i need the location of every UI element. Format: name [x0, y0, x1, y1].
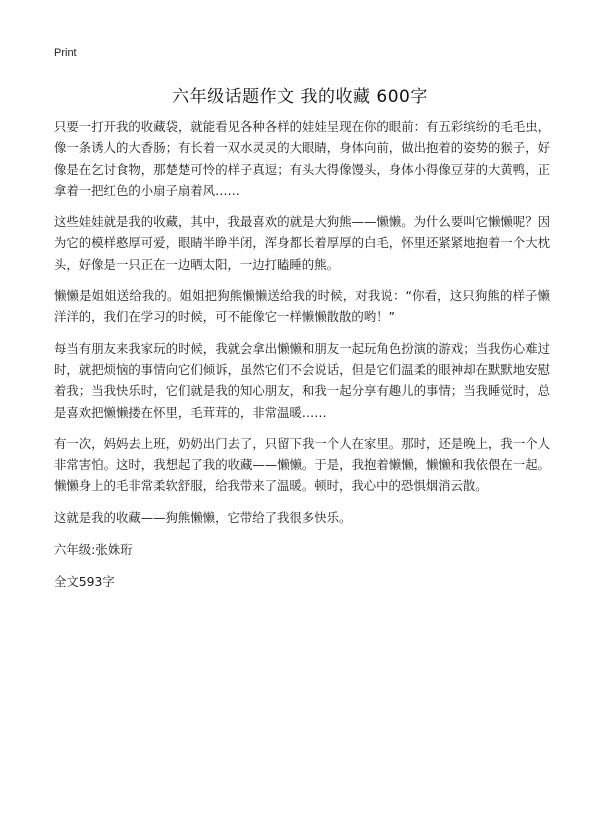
paragraph-2: 这些娃娃就是我的收藏，其中，我最喜欢的就是大狗熊——懒懒。为什么要叫它懒懒呢？因为它的模样憨厚可爱，眼睛半睁半闭，浑身都长着厚厚的白毛，怀里还紧紧地抱着一个大枕头，好像是一只正在一边晒太阳，一边打瞌睡的熊。: [54, 214, 550, 272]
article-body: [54, 116, 550, 603]
author-line: 六年级:张姝珩: [54, 542, 133, 558]
paragraph-6: 这就是我的收藏——狗熊懒懒，它带给了我很多快乐。: [54, 509, 352, 525]
article-title: 六年级话题作文 我的收藏 600字: [172, 87, 428, 107]
word-count: 全文593字: [54, 574, 115, 590]
paragraph-3: 懒懒是姐姐送给我的。姐姐把狗熊懒懒送给我的时候，对我说：“你看，这只狗熊的样子懒洋洋的，我们在学习的时候，可不能像它一样懒懒散散的哟！”: [54, 288, 550, 325]
print-link[interactable]: Print: [54, 47, 77, 59]
paragraph-4: 每当有朋友来我家玩的时候，我就会拿出懒懒和朋友一起玩角色扮演的游戏；当我伤心难过时，就把烦恼的事情向它们倾诉，虽然它们不会说话，但是它们温柔的眼神却在默默地安慰着我；当我快乐时，它们就是我的知心朋友，和我一起分享有趣儿的事情；当我睡觉时，总是喜欢把懒懒搂在怀里，毛茸茸的，非常温暖……: [54, 340, 550, 420]
paragraph-5: 有一次，妈妈去上班，奶奶出门去了，只留下我一个人在家里。那时，还是晚上，我一个人非常害怕。这时，我想起了我的收藏——懒懒。于是，我抱着懒懒，懒懒和我依偎在一起。懒懒身上的毛非常柔软舒服，给我带来了温暖。顿时，我心中的恐惧烟消云散。: [54, 435, 550, 494]
paragraph-1: 只要一打开我的收藏袋，就能看见各种各样的娃娃呈现在你的眼前：有五彩缤纷的毛毛虫，像一条诱人的大香肠；有长着一双水灵灵的大眼睛，身体向前，做出抱着的姿势的猴子，好像是在乞讨食物，那楚楚可怜的样子真逗；有头大得像馒头，身体小得像豆芽的大黄鸭，正拿着一把红色的小扇子扇着风……: [54, 119, 550, 198]
